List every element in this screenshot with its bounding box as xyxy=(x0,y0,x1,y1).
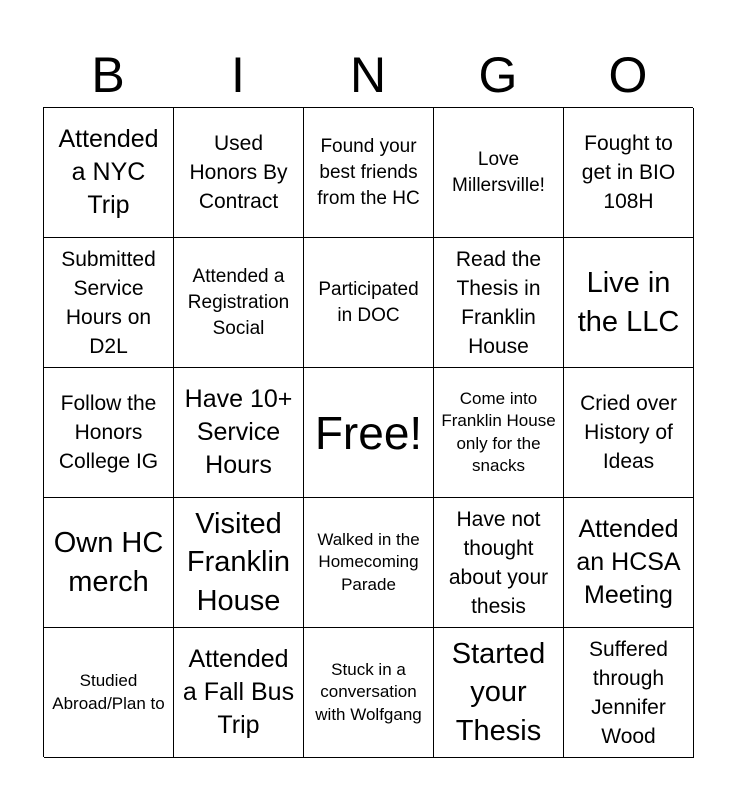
cell-text: Studied Abroad/Plan to xyxy=(52,671,165,713)
cell-text: Submitted Service Hours on D2L xyxy=(61,247,156,358)
header-letter-n: N xyxy=(349,47,387,103)
cell-text: Live in the LLC xyxy=(577,267,680,338)
cell-text: Attended an HCSA Meeting xyxy=(576,515,681,609)
header-letter-o: O xyxy=(608,47,648,103)
cell-text: Own HC merch xyxy=(53,527,164,598)
cell-text: Used Honors By Contract xyxy=(189,132,288,213)
bingo-cell-g5[interactable] xyxy=(434,628,564,758)
bingo-cell-b1[interactable] xyxy=(44,108,174,238)
bingo-cell-o4[interactable] xyxy=(564,498,694,628)
cell-text: Have 10+ Service Hours xyxy=(184,385,293,479)
cell-text: Attended a Registration Social xyxy=(187,265,290,339)
cell-text: Come into Franklin House only for the snacks xyxy=(441,388,556,475)
cell-text: Read the Thesis in Franklin House xyxy=(455,247,542,358)
bingo-cell-n5[interactable] xyxy=(304,628,434,758)
cell-text: Visited Franklin House xyxy=(186,507,291,617)
free-space-text: Free! xyxy=(314,406,423,459)
bingo-cell-i5[interactable] xyxy=(174,628,304,758)
cell-text: Attended a NYC Trip xyxy=(58,125,159,219)
bingo-cell-i2[interactable] xyxy=(174,238,304,368)
bingo-cell-g2[interactable] xyxy=(434,238,564,368)
header-letter-b: B xyxy=(91,47,125,103)
cell-text: Stuck in a conversation with Wolfgang xyxy=(315,659,422,724)
cell-text: Fought to get in BIO 108H xyxy=(581,132,676,213)
bingo-cell-b3[interactable] xyxy=(44,368,174,498)
bingo-cell-o2[interactable] xyxy=(564,238,694,368)
bingo-cell-n2[interactable] xyxy=(304,238,434,368)
bingo-cell-g4[interactable] xyxy=(434,498,564,628)
cell-text: Love Millersville! xyxy=(452,148,545,196)
cell-text: Suffered through Jennifer Wood xyxy=(588,637,668,748)
bingo-cell-i1[interactable] xyxy=(174,108,304,238)
bingo-cell-n1[interactable] xyxy=(304,108,434,238)
bingo-cell-b5[interactable] xyxy=(44,628,174,758)
cell-text: Participated in DOC xyxy=(318,278,419,326)
bingo-board xyxy=(43,107,693,757)
bingo-header xyxy=(43,44,693,106)
header-letter-i: I xyxy=(231,47,245,103)
bingo-cell-n3-free[interactable] xyxy=(304,368,434,498)
cell-text: Walked in the Homecoming Parade xyxy=(317,529,420,594)
bingo-cell-b2[interactable] xyxy=(44,238,174,368)
bingo-cell-o3[interactable] xyxy=(564,368,694,498)
cell-text: Started your Thesis xyxy=(451,637,546,747)
bingo-cell-g1[interactable] xyxy=(434,108,564,238)
bingo-cell-b4[interactable] xyxy=(44,498,174,628)
bingo-cell-o1[interactable] xyxy=(564,108,694,238)
bingo-cell-i3[interactable] xyxy=(174,368,304,498)
cell-text: Attended a Fall Bus Trip xyxy=(182,645,295,739)
bingo-cell-i4[interactable] xyxy=(174,498,304,628)
cell-text: Follow the Honors College IG xyxy=(58,392,159,473)
bingo-cell-n4[interactable] xyxy=(304,498,434,628)
header-letter-g: G xyxy=(478,47,518,103)
cell-text: Have not thought about your thesis xyxy=(448,507,549,618)
bingo-cell-o5[interactable] xyxy=(564,628,694,758)
cell-text: Cried over History of Ideas xyxy=(580,392,677,473)
cell-text: Found your best friends from the HC xyxy=(317,135,420,209)
bingo-cell-g3[interactable] xyxy=(434,368,564,498)
